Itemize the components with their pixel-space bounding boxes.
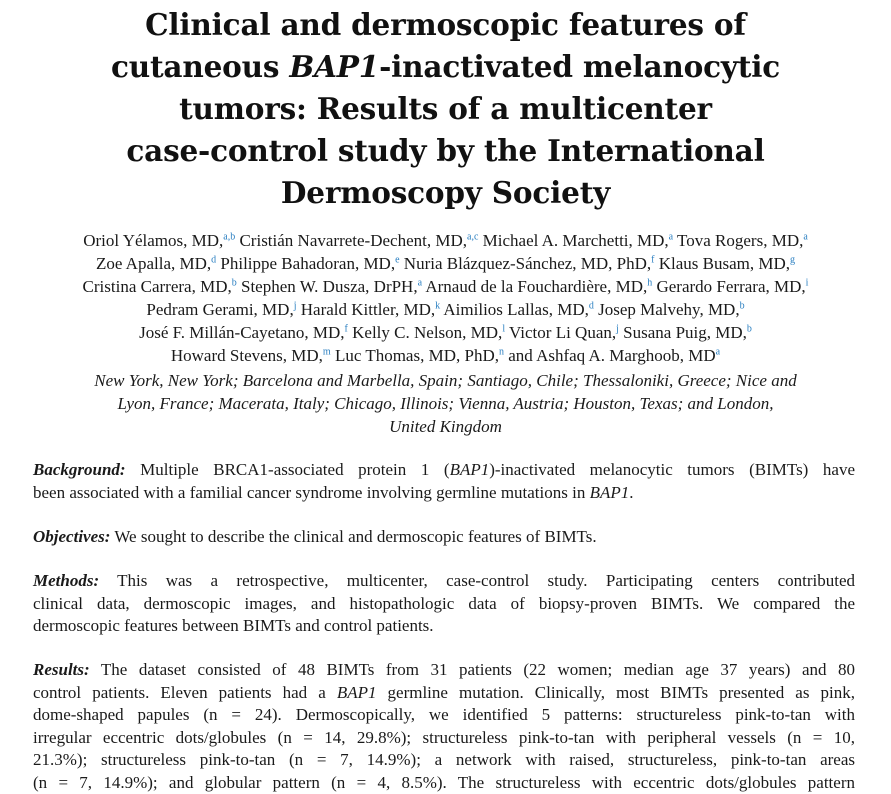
author-name: Nuria Blázquez-Sánchez, MD, PhD, [400,254,652,273]
abstract-line [33,459,855,482]
abstract-text: dermoscopic features between BIMTs and control patients. [33,616,434,635]
abstract-line [33,727,855,750]
affiliation-marker[interactable]: a [418,277,422,288]
author-name: Zoe Apalla, MD, [96,254,211,273]
gene-name: BAP1 [289,49,379,84]
abstract-text: We sought to describe the clinical and dermoscopic features of BIMTs. [110,527,596,546]
author-locations [0,369,891,438]
section-heading: Objectives: [33,527,110,546]
affiliation-marker[interactable]: m [323,346,331,357]
gene-name: BAP1 [337,683,377,702]
abstract-line [33,704,855,727]
affiliation-marker[interactable]: b [747,323,752,334]
author-name: Stephen W. Dusza, DrPH, [237,277,418,296]
abstract-text: irregular eccentric dots/globules (n = 14, 29.8%); structureless pink-to-tan with peripheral vessels (n = 10, [33,728,855,747]
abstract-text: The dataset consisted of 48 BIMTs from 31 patients (22 women; median age 37 years) and 80 [90,660,855,679]
affiliation-marker[interactable]: a,c [467,231,478,242]
author-name: Cristina Carrera, MD, [83,277,232,296]
gene-name: BAP1 [450,460,490,479]
abstract-text: Multiple BRCA1-associated protein 1 ( [126,460,450,479]
abstract-line [33,482,855,505]
author-name: Susana Puig, MD, [619,323,747,342]
affiliation-marker[interactable]: j [616,323,619,334]
affiliation-marker[interactable]: a,b [223,231,235,242]
abstract-text: clinical data, dermoscopic images, and histopathologic data of biopsy-proven BIMTs. We compared the [33,594,855,613]
affiliation-marker[interactable]: b [740,300,745,311]
abstract-text: 21.3%); structureless pink-to-tan (n = 7, 14.9%); a network with raised, structureless, pink-to-tan areas [33,750,855,769]
abstract-line [33,659,855,682]
affiliation-marker[interactable]: i [806,277,809,288]
author-name: Tova Rogers, MD, [673,231,803,250]
author-name: José F. Millán-Cayetano, MD, [139,323,344,342]
article-title [40,4,851,214]
gene-name: BAP1 [590,483,630,502]
affiliation-marker[interactable]: g [790,254,795,265]
section-heading: Background: [33,460,126,479]
abstract-text: . [629,483,633,502]
abstract-line [33,615,855,638]
abstract-text: been associated with a familial cancer syndrome involving germline mutations in [33,483,590,502]
author-name: Arnaud de la Fouchardière, MD, [422,277,647,296]
author-line [0,344,891,367]
affiliation-marker[interactable]: d [589,300,594,311]
abstract-objectives [33,526,855,549]
author-name: Cristián Navarrete-Dechent, MD, [235,231,467,250]
abstract-background [33,459,855,504]
abstract-text: control patients. Eleven patients had a [33,683,337,702]
author-name: Howard Stevens, MD, [171,346,323,365]
abstract-line [33,682,855,705]
author-line [0,298,891,321]
affiliation-marker[interactable]: k [435,300,440,311]
title-line: tumors: Results of a multicenter [40,88,851,130]
affiliation-marker[interactable]: a [669,231,673,242]
abstract-line [33,749,855,772]
abstract-line [33,570,855,593]
author-name: Harald Kittler, MD, [297,300,436,319]
affiliation-marker[interactable]: h [647,277,652,288]
affiliation-marker[interactable]: a [803,231,807,242]
affiliation-marker[interactable]: l [502,323,505,334]
author-name: Luc Thomas, MD, PhD, [331,346,499,365]
author-line [0,321,891,344]
author-name: Oriol Yélamos, MD, [83,231,223,250]
location-line: United Kingdom [0,415,891,438]
title-line: cutaneous BAP1-inactivated melanocytic [40,46,851,88]
affiliation-marker[interactable]: e [395,254,399,265]
abstract-text: germline mutation. Clinically, most BIMTs presented as pink, [376,683,855,702]
author-line [0,252,891,275]
abstract-text: This was a retrospective, multicenter, case-control study. Participating centers contributed [99,571,855,590]
author-name: Kelly C. Nelson, MD, [348,323,502,342]
author-name: Victor Li Quan, [505,323,616,342]
abstract-line [33,772,855,794]
abstract-text: dome-shaped papules (n = 24). Dermoscopically, we identified 5 patterns: structureless pink-to-tan with [33,705,855,724]
affiliation-marker[interactable]: j [294,300,297,311]
author-line [0,275,891,298]
author-name: Aimilios Lallas, MD, [440,300,589,319]
abstract-line [33,526,855,549]
author-name: Gerardo Ferrara, MD, [652,277,805,296]
affiliation-marker[interactable]: a [716,346,720,357]
title-line: Dermoscopy Society [40,172,851,214]
author-line [0,229,891,252]
author-name: and Ashfaq A. Marghoob, MD [504,346,716,365]
abstract-text: (n = 7, 14.9%); and globular pattern (n = 4, 8.5%). The structureless with eccentric dots/globules pattern [33,773,855,792]
title-line: case-control study by the International [40,130,851,172]
affiliation-marker[interactable]: f [345,323,348,334]
author-name: Pedram Gerami, MD, [146,300,293,319]
affiliation-marker[interactable]: f [651,254,654,265]
author-name: Klaus Busam, MD, [655,254,791,273]
author-name: Philippe Bahadoran, MD, [216,254,395,273]
abstract-line [33,593,855,616]
title-line: Clinical and dermoscopic features of [40,4,851,46]
affiliation-marker[interactable]: n [499,346,504,357]
abstract-methods [33,570,855,638]
section-heading: Results: [33,660,90,679]
author-name: Josep Malvehy, MD, [594,300,740,319]
author-list [0,229,891,367]
abstract-text: )-inactivated melanocytic tumors (BIMTs) have [489,460,855,479]
author-name: Michael A. Marchetti, MD, [478,231,668,250]
location-line: Lyon, France; Macerata, Italy; Chicago, Illinois; Vienna, Austria; Houston, Texas; and London, [0,392,891,415]
abstract-results [33,659,855,794]
affiliation-marker[interactable]: b [232,277,237,288]
section-heading: Methods: [33,571,99,590]
affiliation-marker[interactable]: d [211,254,216,265]
location-line: New York, New York; Barcelona and Marbella, Spain; Santiago, Chile; Thessaloniki, Greece; Nice and [0,369,891,392]
